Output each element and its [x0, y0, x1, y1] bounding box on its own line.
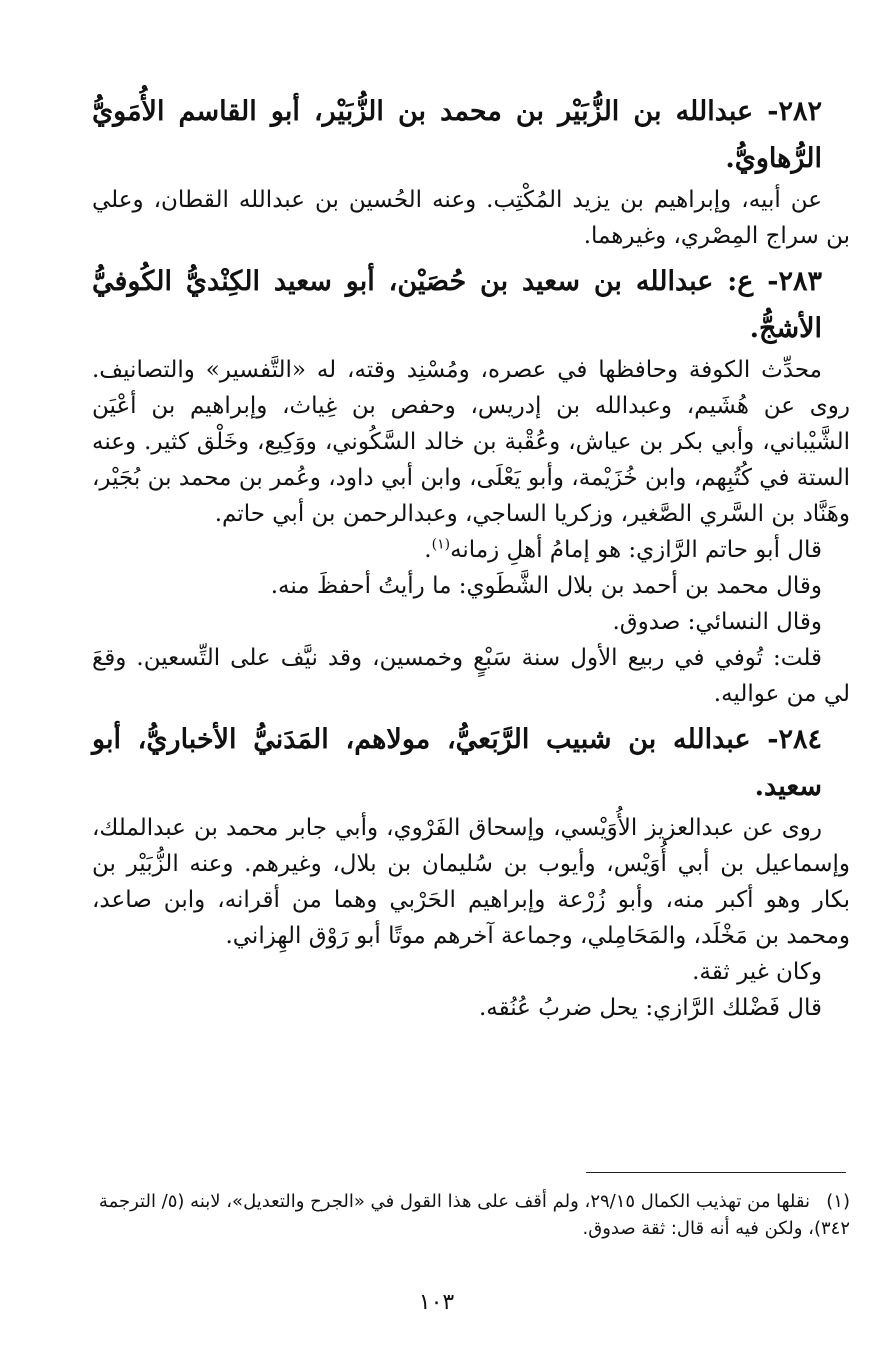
footnote [92, 1188, 850, 1242]
entry-283-paragraph: محدِّث الكوفة وحافظها في عصره، ومُسْنِد وقته، له «التَّفسير» والتصانيف. روى عن هُشَيم، وعبدالله بن إدريس، وحفص بن غِياث، وإبراهيم بن أعْيَن الشَّيْباني، وأبي بكر بن عياش، وعُقْبة بن خالد السَّكُوني، ووَكِيع، وخَلْق كثير. وعنه الستة في كُتُبِهم، وابن خُزَيْمة، وأبو يَعْلَى، وابن أبي داود، وعُمر بن محمد بن بُجَيْر، وهَنَّاد بن السَّري الصَّغير، وزكريا الساجي، وعبدالرحمن بن أبي حاتم. [92, 357, 850, 527]
entry-283-quote-2: وقال محمد بن أحمد بن بلال الشَّطَوي: ما رأيتُ أحفظَ منه. [270, 573, 822, 599]
quote-text: قال أبو حاتم الرَّازي: هو إمامُ أهلِ زمانه [450, 537, 822, 563]
entry-283-quote-3: وقال النسائي: صدوق. [612, 609, 822, 635]
footnote-text: نقلها من تهذيب الكمال ٢٩/١٥، ولم أقف على هذا القول في «الجرح والتعديل»، لابنه (٥/ الترجمة ٣٤٢)، ولكن فيه أنه قال: ثقة صدوق. [98, 1191, 850, 1239]
page-number: ١٠٣ [418, 1290, 455, 1315]
footnote-reference[interactable]: (١) [431, 536, 451, 553]
page-body [92, 88, 850, 1026]
entry-284-paragraph: روى عن عبدالعزيز الأُوَيْسي، وإسحاق الفَرْوي، وأبي جابر محمد بن عبدالملك، وإسماعيل بن أبي أُوَيْس، وأيوب بن سُليمان بن بلال، وغيرهم. وعنه الزُّبَيْر بن بكار وهو أكبر منه، وأبو زُرْعة وإبراهيم الحَرْبي وهما من أقرانه، وابن صاعد، ومحمد بن مَخْلَد، والمَحَامِلي، وجماعة آخرهم موتًا أبو رَوْق الهِزاني. [92, 815, 850, 949]
entry-284-quote-1: وكان غير ثقة. [692, 959, 822, 985]
entry-title-282: ٢٨٢- عبدالله بن الزُّبَيْر بن محمد بن الزُّبَيْر، أبو القاسم الأُمَويُّ الرُّهاويُّ. [92, 96, 822, 174]
footnote-mark: (١) [826, 1191, 850, 1212]
entry-283-quote-1: قال أبو حاتم الرَّازي: هو إمامُ أهلِ زمانه$^{(١)}$. [424, 536, 822, 563]
entry-title-283: ٢٨٣- ع: عبدالله بن سعيد بن حُصَيْن، أبو سعيد الكِنْديُّ الكُوفيُّ الأشجُّ. [92, 266, 822, 344]
entry-283-note: قلت: تُوفي في ربيع الأول سنة سَبْعٍ وخمسين، وقد نيَّف على التِّسعين. وقعَ لي من عواليه. [92, 645, 850, 707]
entry-282-paragraph: عن أبيه، وإبراهيم بن يزيد المُكْتِب. وعنه الحُسين بن عبدالله القطان، وعلي بن سراج المِصْري، وغيرهما. [92, 187, 850, 249]
entry-title-284: ٢٨٤- عبدالله بن شبيب الرَّبَعيُّ، مولاهم، المَدَنيُّ الأخباريُّ، أبو سعيد. [92, 724, 822, 802]
entry-284-quote-2: قال فَضْلك الرَّازي: يحل ضربُ عُنُقه. [478, 995, 822, 1021]
footnote-divider [586, 1172, 846, 1173]
